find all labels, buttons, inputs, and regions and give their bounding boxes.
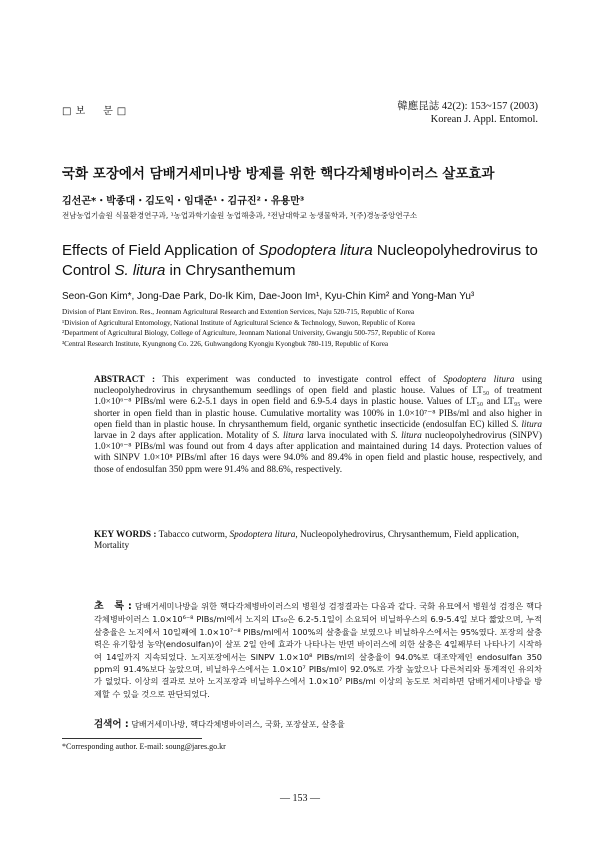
- species-name: Spodoptera litura: [229, 530, 296, 540]
- affiliation: ²Department of Agricultural Biology, College of Agriculture, Jeonnam National University, Gwangju 500-757, Republic of Korea: [62, 329, 435, 337]
- korean-abstract-label: 초 록 :: [94, 601, 132, 612]
- abstract-text: This experiment was conducted to investigate control effect of: [155, 375, 444, 385]
- english-keywords: [94, 530, 542, 552]
- korean-affiliations: 전남농업기술원 식물환경연구과, ¹농업과학기술원 농업해충과, ²전남대학교 농생물학과, ³(주)경농중앙연구소: [62, 211, 418, 220]
- korean-keywords: [94, 716, 542, 730]
- species-name: Spodoptera litura: [443, 375, 515, 385]
- footnote: *Corresponding author. E-mail: soung@jares.go.kr: [62, 742, 226, 751]
- english-title: [62, 241, 542, 281]
- journal-citation: 韓應昆誌 42(2): 153~157 (2003): [397, 101, 538, 112]
- affiliation: ¹Division of Agricultural Entomology, National Institute of Agricultural Science & Technology, Suwon, Republic of Korea: [62, 318, 415, 327]
- species-name: S. litura: [272, 431, 304, 442]
- journal-info: [397, 100, 538, 126]
- species-name: S. litura: [390, 431, 422, 442]
- section-label: □보 문□: [62, 106, 131, 117]
- keywords-label: KEY WORDS :: [94, 530, 157, 540]
- species-name: S. litura: [511, 419, 542, 430]
- korean-abstract: [94, 600, 542, 700]
- title-species: S. litura: [114, 262, 166, 279]
- english-abstract: [94, 375, 542, 476]
- journal-name: Korean J. Appl. Entomol.: [430, 114, 538, 125]
- title-species: Spodoptera litura: [258, 242, 373, 259]
- title-part: in Chrysanthemum: [165, 262, 296, 279]
- abstract-label: ABSTRACT :: [94, 375, 156, 385]
- korean-title: 국화 포장에서 담배거세미나방 방제를 위한 핵다각체병바이러스 살포효과: [62, 166, 495, 182]
- korean-authors: 김선곤*・박종대・김도익・임대준¹・김규진²・유용만³: [62, 196, 305, 207]
- korean-abstract-text: 담배거세미나방을 위한 핵다각체병바이러스의 병원성 검정결과는 다음과 같다. 국화 유묘에서 병원성 검정은 핵다각체병바이러스 1.0×10⁶⁻⁸ PIBs/ml에서 노지의 LT₅₀은 6.2-5.1일이 소요되어 비닐하우스의 6.9-5.4일 보다 짧았으며, 누적 살충율은 노지에서 10일째에 1.0×10⁷⁻⁸ PIBs/ml에서 100%의 살충율을 보였으나 비닐하우스에서는 95%였다. 포장의 살충력은 유기합성 농약(endosulfan)이 살포 2일 안에 효과가 나타나는 반면 바이러스에 의한 살충은 4일째부터 나타나기 시작하여 14일까지 지속되었다. 노지포장에서는 SlNPV 1.0×10⁸ PIBs/ml의 살충율이 94.0%로 대조약제인 endosulfan 350 ppm의 91.4%보다 높았으며, 비닐하우스에서는 1.0×10⁷ PIBs/ml이 92.0%로 가장 높았으나 다른처리와 통계적인 유의차가 없었다. 이상의 결과로 보아 노지포장과 비닐하우스에서 1.0×10⁷ PIBs/ml 이상의 농도로 처리하면 담배거세미나방을 방제할 수 있을 것으로 판단되었다.: [94, 601, 542, 699]
- abstract-text: larvae in 2 days after application. Motality of: [94, 431, 273, 442]
- korean-keywords-text: 담배거세미나방, 핵다각체병바이러스, 국화, 포장살포, 살충율: [131, 720, 345, 729]
- english-authors: Seon-Gon Kim*, Jong-Dae Park, Do-Ik Kim, Dae-Joon Im¹, Kyu-Chin Kim² and Yong-Man Yu³: [62, 291, 475, 302]
- page-number: — 153 —: [280, 793, 320, 804]
- title-part: Effects of Field Application of: [62, 242, 259, 259]
- footnote-rule: [62, 738, 202, 739]
- korean-keywords-label: 검색어 :: [94, 719, 129, 730]
- title-part: Nucleopolyhedrovirus to Control: [62, 242, 538, 279]
- abstract-text: larva inoculated with: [303, 431, 391, 442]
- affiliation: ³Central Research Institute, Kyungnong Co. 226, Guhwangdong Kyongju Kyongbuk 780-119, Republic of Korea: [62, 339, 389, 348]
- affiliation: Division of Plant Environ. Res., Jeonnam Agricultural Research and Extention Services, Naju 520-715, Republic of Korea: [62, 308, 415, 316]
- english-affiliations: [62, 307, 542, 349]
- abstract-text: nucleopolyhedrovirus (SlNPV) 1.0×10⁶⁻⁸ PIBs/ml was found out from 4 days after application and maintained during 14 days. Protection values of with SlNPV 1.0×10⁸ PIBs/ml after 16 days were 94.0% and 89.4% in open field and plastic house, respectively, and those of endosulfan 350 ppm were 91.4% and 88.6%, respectively.: [94, 431, 542, 475]
- abstract-text: using nucleopolyhedrovirus in chrysanthemum seedlings of open field and plastic house. Values of LT₅₀ of treatment 1.0×10⁶⁻⁸ PIBs/ml were 6.2-5.1 days in open field and 6.9-5.4 days in plastic house. Values of LT₅₀ and LT₉₅ were shorter in open field than in plastic house. Cumulative mortality was 100% in 1.0×10⁷⁻⁸ PIBs/ml and also higher in open field than in plastic house. In chrysanthemum field, organic synthetic insecticide (endosulfan EC) killed: [94, 375, 542, 430]
- keywords-text: Tabacco cutworm,: [156, 530, 230, 540]
- keywords-text: , Nucleopolyhedrovirus, Chrysanthemum, Field application, Mortality: [94, 530, 519, 552]
